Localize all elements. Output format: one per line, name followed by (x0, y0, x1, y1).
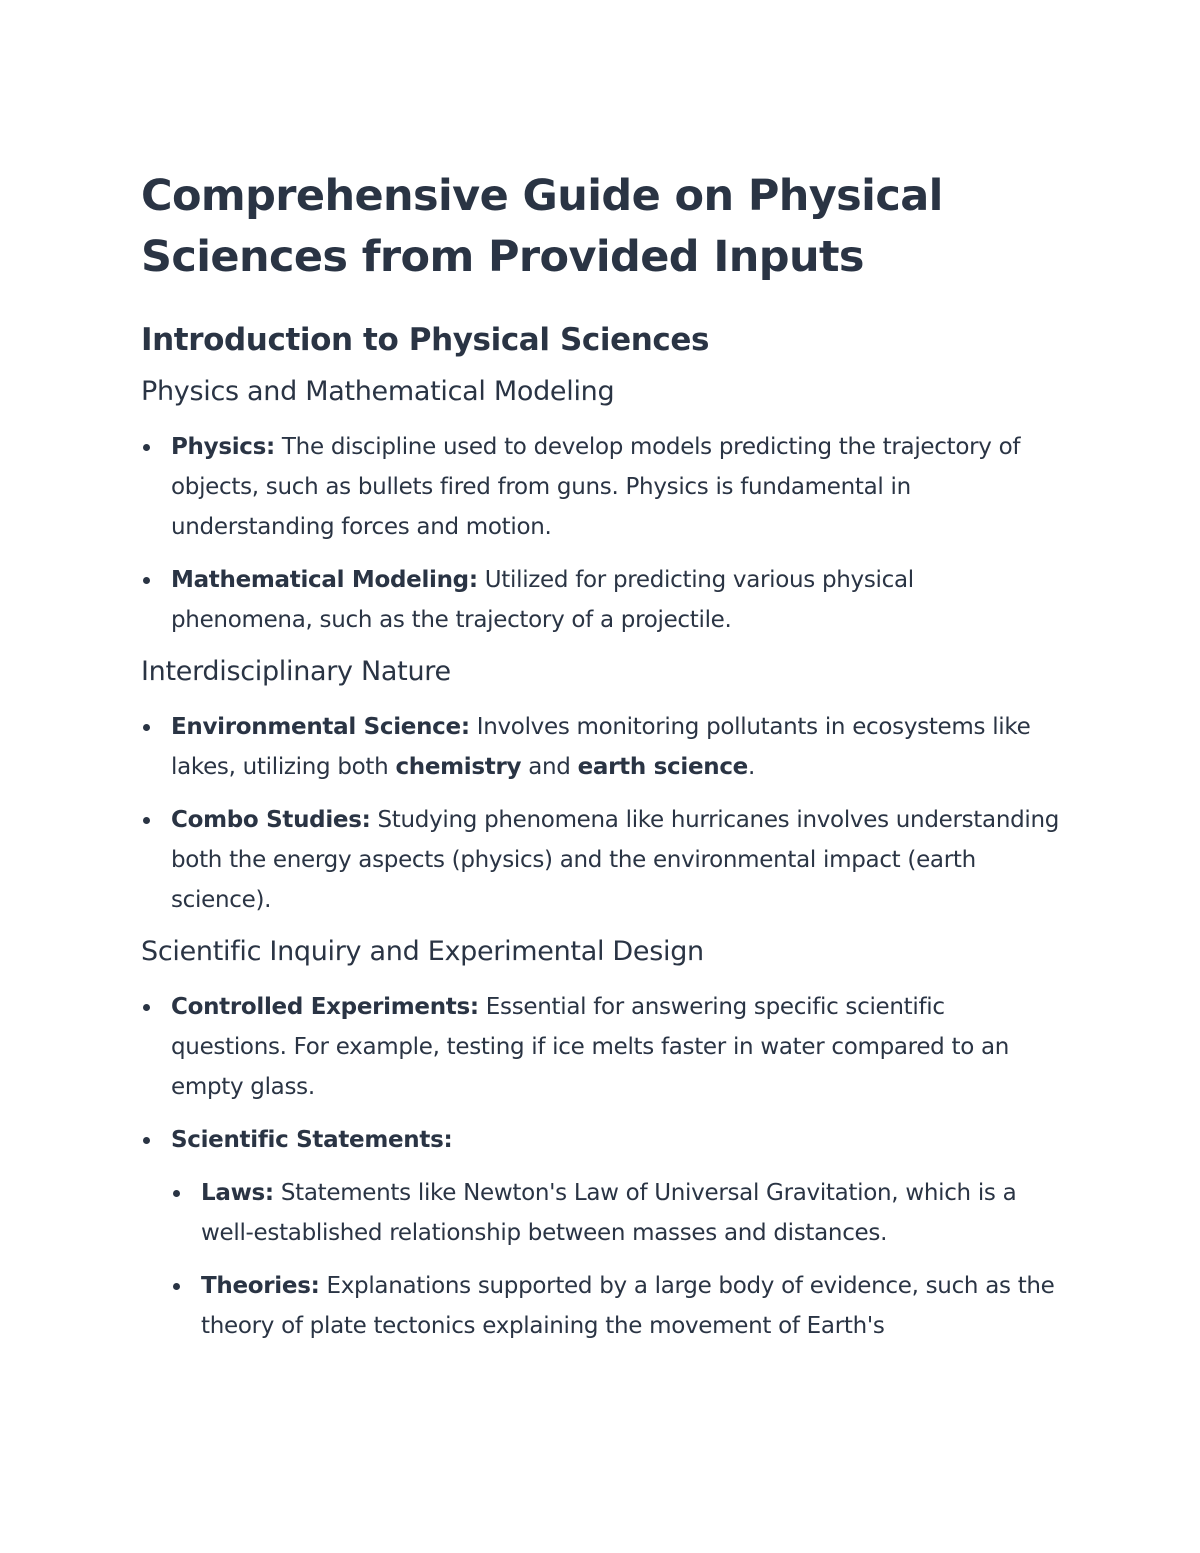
nested-bullet-list (171, 1173, 1061, 1346)
subsection-heading-scientific-inquiry: Scientific Inquiry and Experimental Design (141, 936, 704, 967)
list-item-term: Mathematical Modeling: (171, 567, 478, 593)
list-item-text: Statements like Newton's Law of Universal Gravitation, which is a well-established relationship between masses and distances. (201, 1180, 1017, 1246)
document-page (141, 166, 1061, 1346)
list-item (141, 987, 1061, 1107)
bullet-list-physics-modeling (141, 427, 1061, 640)
bullet-list-interdisciplinary (141, 707, 1061, 920)
list-item (141, 427, 1061, 547)
emphasis-earth-science: earth science (577, 754, 748, 780)
list-item-text: . (747, 754, 755, 780)
list-item-term: Theories: (201, 1273, 320, 1299)
subsection-heading-physics-modeling: Physics and Mathematical Modeling (141, 376, 615, 407)
emphasis-chemistry: chemistry (395, 754, 522, 780)
list-item-text: Explanations supported by a large body of evidence, such as the theory of plate tectonics explaining the movement of Earth's (201, 1273, 1055, 1339)
nested-list-item (171, 1266, 1061, 1346)
list-item (141, 800, 1061, 920)
list-item-text: and (521, 754, 578, 780)
list-item-term: Laws: (201, 1180, 274, 1206)
subsection-heading-interdisciplinary: Interdisciplinary Nature (141, 656, 451, 687)
list-item (141, 707, 1061, 787)
nested-list-item (171, 1173, 1061, 1253)
list-item-term: Controlled Experiments: (171, 994, 479, 1020)
list-item-term: Physics: (171, 434, 275, 460)
list-item (141, 1120, 1061, 1346)
list-item (141, 560, 1061, 640)
list-item-text: Utilized for predicting various physical phenomena, such as the trajectory of a projectile. (171, 567, 914, 633)
list-item-text: Studying phenomena like hurricanes involves understanding both the energy aspects (physics) and the environmental impact (earth science). (171, 807, 1060, 913)
list-item-term: Combo Studies: (171, 807, 371, 833)
bullet-list-scientific-inquiry (141, 987, 1061, 1346)
list-item-text: Involves monitoring pollutants in ecosystems like lakes, utilizing both (171, 714, 1031, 780)
document-title: Comprehensive Guide on Physical Sciences from Provided Inputs (141, 171, 943, 282)
list-item-text: The discipline used to develop models predicting the trajectory of objects, such as bullets fired from guns. Physics is fundamental in understanding forces and motion. (171, 434, 1021, 540)
list-item-term: Scientific Statements: (171, 1127, 453, 1153)
list-item-text: Essential for answering specific scientific questions. For example, testing if ice melts faster in water compared to an empty glass. (171, 994, 1010, 1100)
list-item-term: Environmental Science: (171, 714, 470, 740)
section-heading: Introduction to Physical Sciences (141, 322, 710, 358)
